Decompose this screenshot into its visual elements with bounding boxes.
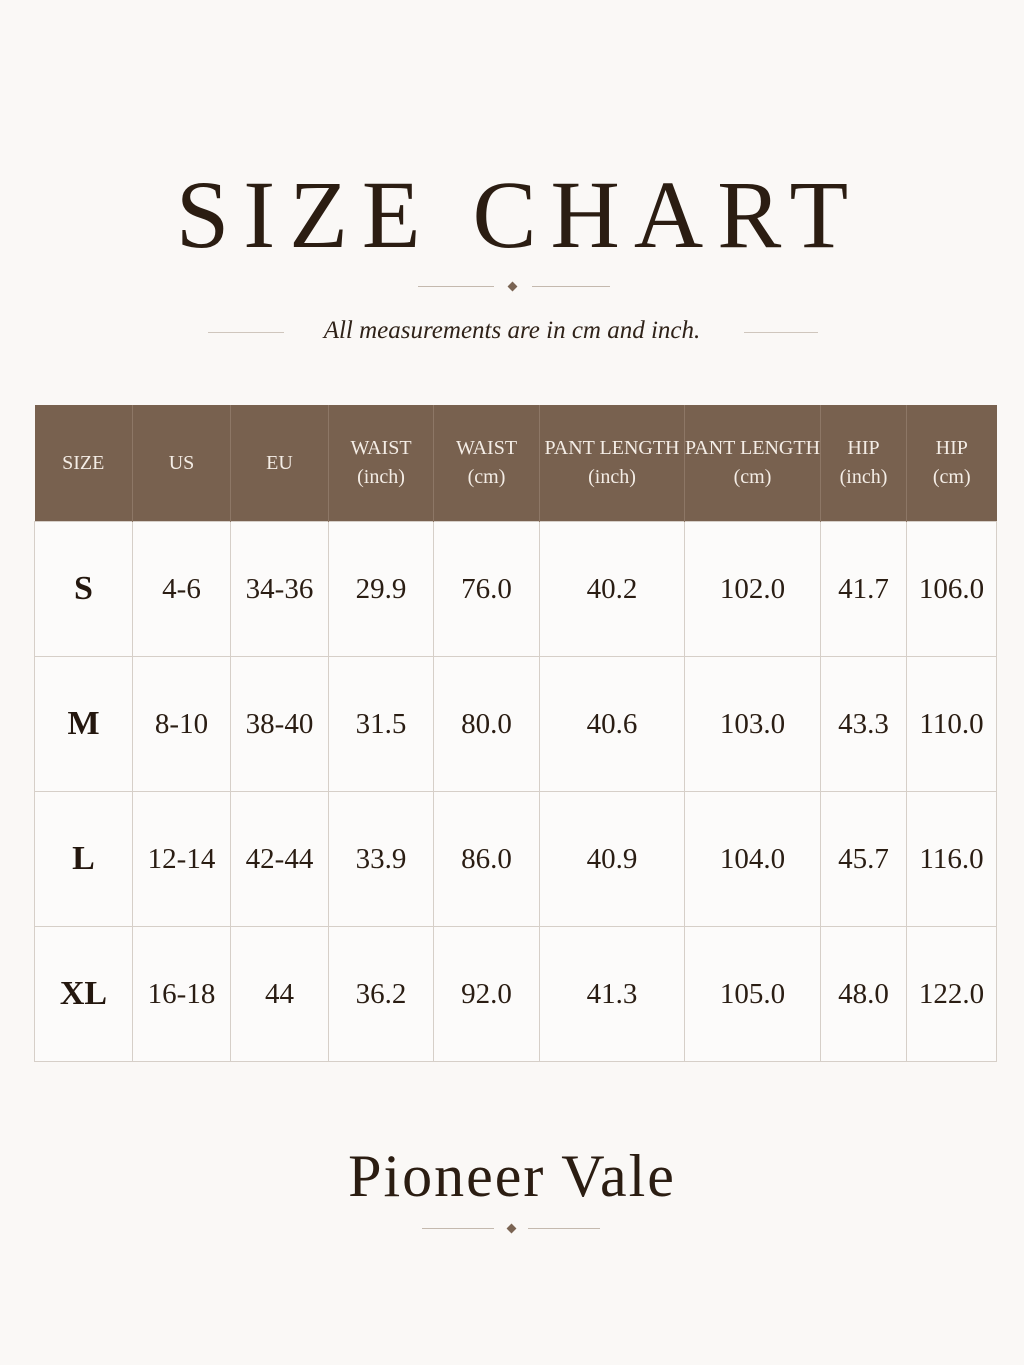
diamond-icon <box>508 282 518 292</box>
size-label: S <box>35 522 133 657</box>
divider-line <box>528 1228 600 1229</box>
size-label: M <box>35 657 133 792</box>
pant-length-inch: 40.6 <box>540 657 685 792</box>
waist-cm: 86.0 <box>434 792 540 927</box>
page-title: SIZE CHART <box>175 161 863 268</box>
waist-inch: 36.2 <box>329 927 434 1062</box>
table-row <box>35 657 997 792</box>
waist-inch: 29.9 <box>329 522 434 657</box>
hip-inch: 48.0 <box>821 927 907 1062</box>
header-hip-cm: HIP (cm) <box>907 405 997 522</box>
pant-length-cm: 103.0 <box>685 657 821 792</box>
header-eu: EU <box>231 405 329 522</box>
pant-length-cm: 104.0 <box>685 792 821 927</box>
waist-cm: 92.0 <box>434 927 540 1062</box>
divider-line <box>422 1228 494 1229</box>
pant-length-inch: 40.2 <box>540 522 685 657</box>
measurement-note: All measurements are in cm and inch. <box>323 317 701 344</box>
brand-name: Pioneer Vale <box>348 1143 676 1209</box>
pant-length-inch: 40.9 <box>540 792 685 927</box>
waist-inch: 33.9 <box>329 792 434 927</box>
eu-size: 38-40 <box>231 657 329 792</box>
us-size: 8-10 <box>133 657 231 792</box>
pant-length-cm: 105.0 <box>685 927 821 1062</box>
brand-divider <box>422 1223 600 1235</box>
us-size: 12-14 <box>133 792 231 927</box>
size-label: XL <box>35 927 133 1062</box>
waist-cm: 76.0 <box>434 522 540 657</box>
hip-cm: 110.0 <box>907 657 997 792</box>
subtitle-rule-right <box>744 332 818 333</box>
header-pant-length-cm: PANT LENGTH (cm) <box>685 405 821 522</box>
subtitle-row <box>0 314 1024 350</box>
diamond-icon <box>507 1224 517 1234</box>
eu-size: 34-36 <box>231 522 329 657</box>
us-size: 4-6 <box>133 522 231 657</box>
table-header-row <box>35 405 997 522</box>
divider-line <box>418 286 494 287</box>
hip-inch: 45.7 <box>821 792 907 927</box>
waist-inch: 31.5 <box>329 657 434 792</box>
hip-cm: 122.0 <box>907 927 997 1062</box>
table-row <box>35 927 997 1062</box>
us-size: 16-18 <box>133 927 231 1062</box>
pant-length-cm: 102.0 <box>685 522 821 657</box>
title-divider <box>418 281 610 293</box>
hip-cm: 116.0 <box>907 792 997 927</box>
header-hip-inch: HIP (inch) <box>821 405 907 522</box>
waist-cm: 80.0 <box>434 657 540 792</box>
hip-inch: 41.7 <box>821 522 907 657</box>
table-row <box>35 792 997 927</box>
eu-size: 44 <box>231 927 329 1062</box>
header-waist-cm: WAIST (cm) <box>434 405 540 522</box>
divider-line <box>532 286 610 287</box>
pant-length-inch: 41.3 <box>540 927 685 1062</box>
header-pant-length-inch: PANT LENGTH (inch) <box>540 405 685 522</box>
header-waist-inch: WAIST (inch) <box>329 405 434 522</box>
size-table <box>34 405 997 1062</box>
header-size: SIZE <box>35 405 133 522</box>
eu-size: 42-44 <box>231 792 329 927</box>
size-label: L <box>35 792 133 927</box>
header-us: US <box>133 405 231 522</box>
hip-inch: 43.3 <box>821 657 907 792</box>
hip-cm: 106.0 <box>907 522 997 657</box>
table-row <box>35 522 997 657</box>
